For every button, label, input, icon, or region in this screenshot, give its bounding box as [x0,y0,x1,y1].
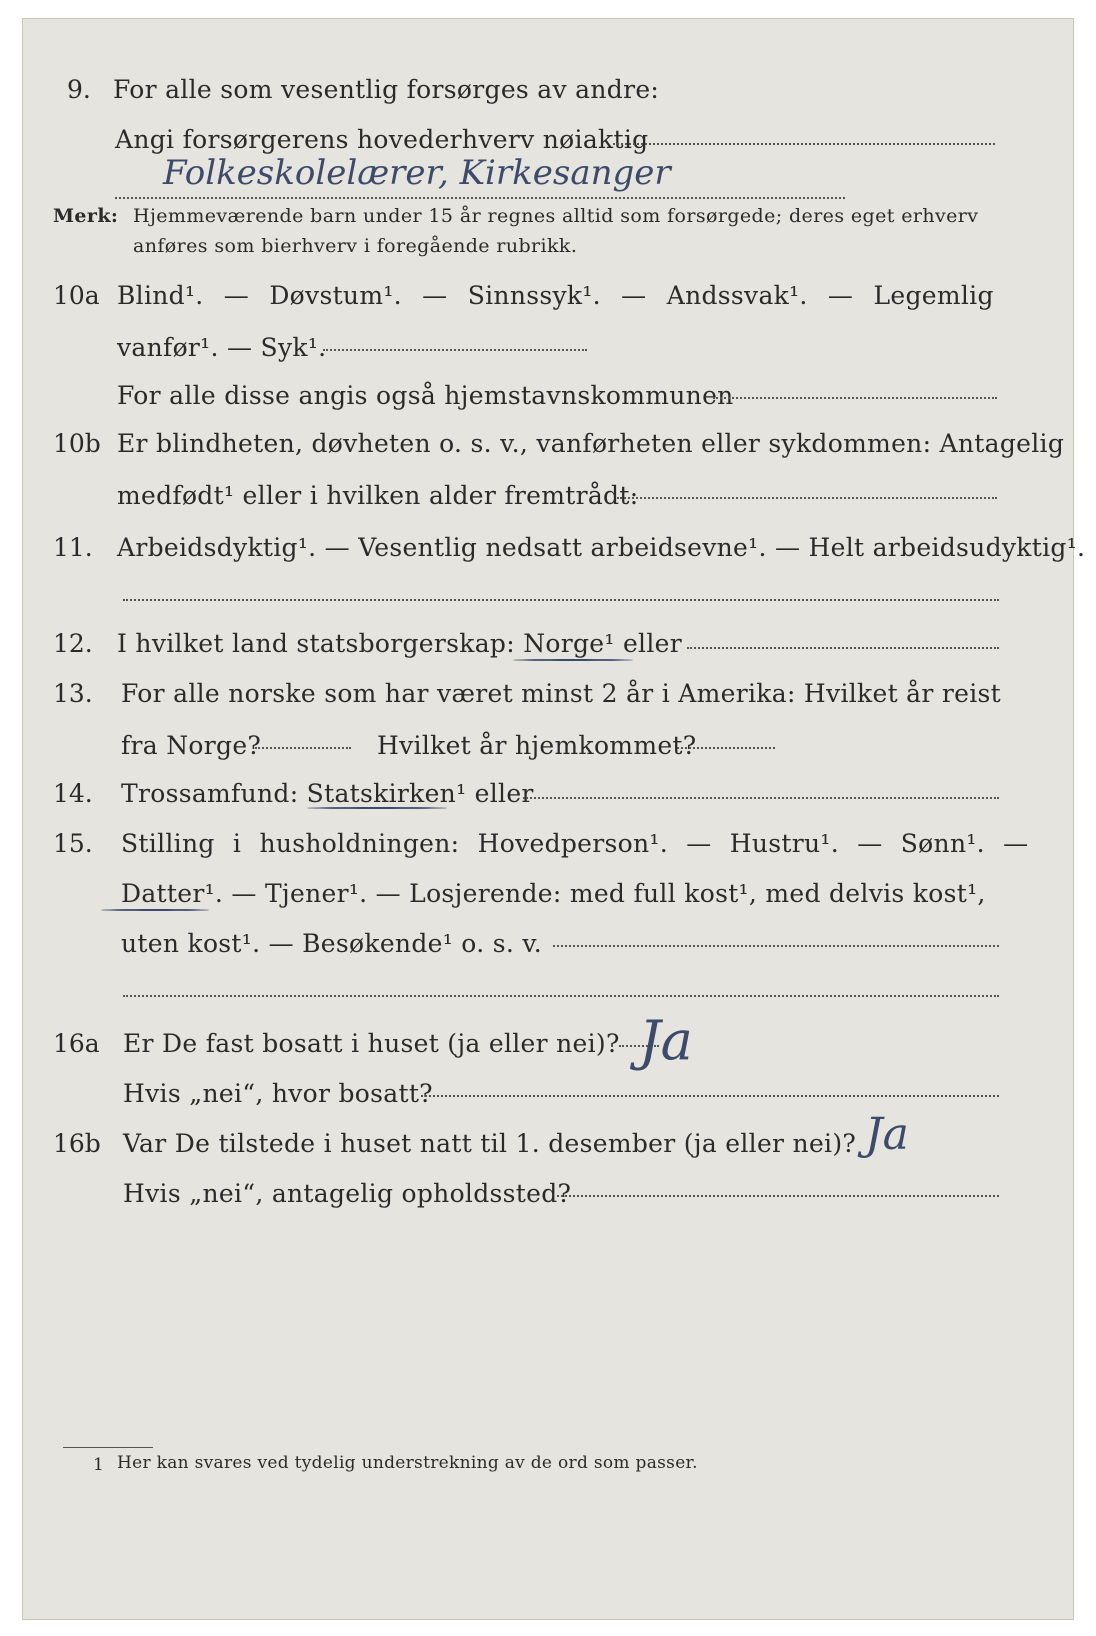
q12-line [687,647,999,649]
merk-label: Merk: [53,205,119,227]
q12-text: I hvilket land statsborgerskap: Norge¹ eller [117,629,682,658]
q13-line2b: Hvilket år hjemkommet? [377,731,697,760]
q14-number: 14. [53,779,93,808]
q15-number: 15. [53,829,93,858]
q16a-handwritten-answer: Ja [639,1009,693,1072]
q16b-line2-line [557,1195,999,1197]
q13-line2a: fra Norge? [121,731,262,760]
q9-prompt: Angi forsørgerens hovederhverv nøiaktig [115,125,649,154]
q15-extra-line [123,995,999,997]
q10a-number: 10a [53,281,100,310]
q16b-line1: Var De tilstede i huset natt til 1. desember (ja eller nei)? [123,1129,857,1158]
merk-line2: anføres som bierhverv i foregående rubrikk. [133,235,578,257]
q9-answer-line [115,197,845,199]
q13-number: 13. [53,679,93,708]
q12-number: 12. [53,629,93,658]
q10b-line [617,497,997,499]
q15-line1: Stilling i husholdningen: Hovedperson¹. — Hustru¹. — Sønn¹. — [121,829,1029,858]
q15-line2: Datter¹. — Tjener¹. — Losjerende: med full kost¹, med delvis kost¹, [121,879,986,908]
q10b-line2: medfødt¹ eller i hvilken alder fremtrådt: [117,481,639,510]
q10a-line3: For alle disse angis også hjemstavnskommunen [117,381,734,410]
q10a-line1: Blind¹. — Døvstum¹. — Sinnssyk¹. — Andssvak¹. — Legemlig [117,281,994,310]
q15-line3-line [553,945,999,947]
datter-underline [101,909,209,911]
q16a-line2: Hvis „nei“, hvor bosatt? [123,1079,433,1108]
statskirken-underline [307,807,447,809]
q10b-number: 10b [53,429,101,458]
q14-text: Trossamfund: Statskirken¹ eller [121,779,534,808]
q10a-syk-line [323,349,587,351]
q9-text: For alle som vesentlig forsørges av andre: [113,75,660,104]
merk-line1: Hjemmeværende barn under 15 år regnes alltid som forsørgede; deres eget erhverv [133,205,979,227]
footnote-rule [63,1447,153,1448]
q10b-line1: Er blindheten, døvheten o. s. v., vanførheten eller sykdommen: Antagelig [117,429,1065,458]
q13-hjem-line [677,747,775,749]
q16a-line2-line [421,1095,999,1097]
q16a-line1: Er De fast bosatt i huset (ja eller nei)? [123,1029,620,1058]
q10a-line2: vanfør¹. — Syk¹. [117,333,327,362]
q9-number: 9. [67,75,91,104]
q9-handwritten-answer: Folkeskolelærer, Kirkesanger [163,153,671,193]
norge-underline [513,659,633,661]
q16b-handwritten-answer: Ja [865,1109,909,1160]
q9-prompt-line [613,143,995,145]
q10a-line3-line [713,397,997,399]
q14-line [523,797,999,799]
q13-reist-line [255,747,351,749]
q11-text: Arbeidsdyktig¹. — Vesentlig nedsatt arbeidsevne¹. — Helt arbeidsudyktig¹. [117,533,1086,562]
q11-number: 11. [53,533,93,562]
q16a-number: 16a [53,1029,100,1058]
q11-line [123,599,999,601]
footnote-text: Her kan svares ved tydelig understrekning av de ord som passer. [117,1453,698,1473]
q15-line3: uten kost¹. — Besøkende¹ o. s. v. [121,929,543,958]
q16b-number: 16b [53,1129,101,1158]
q13-line1: For alle norske som har været minst 2 år i Amerika: Hvilket år reist [121,679,1002,708]
census-form-sheet [22,18,1086,1620]
q16b-line2: Hvis „nei“, antagelig opholdssted? [123,1179,572,1208]
footnote-marker: 1 [93,1455,105,1475]
